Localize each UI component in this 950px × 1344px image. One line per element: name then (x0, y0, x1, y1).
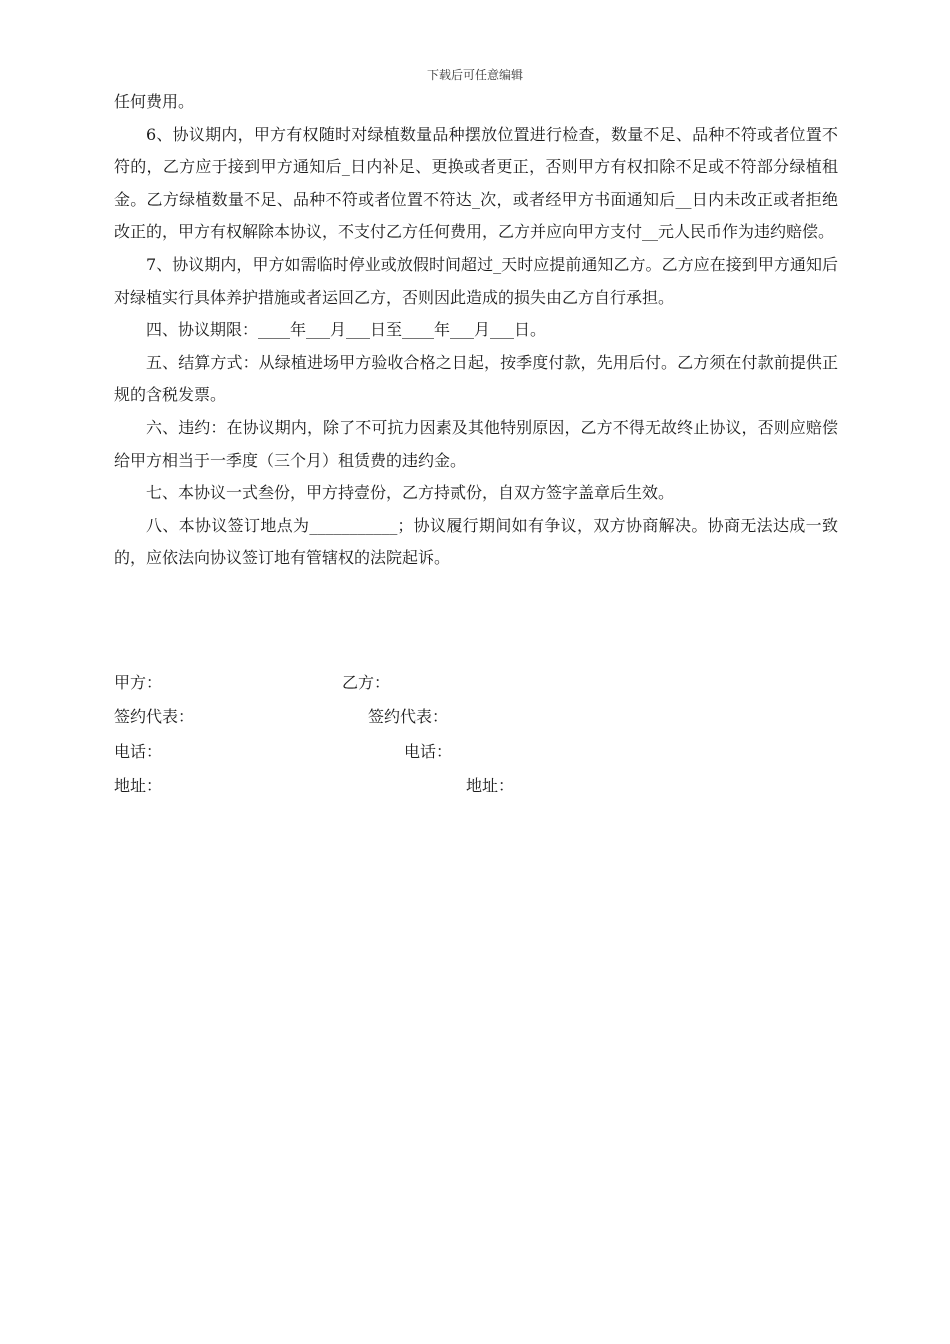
contract-body (114, 86, 838, 575)
party-a-phone-label: 电话： (114, 742, 163, 761)
party-a-representative-label: 签约代表： (114, 707, 195, 726)
party-a-address-label: 地址： (114, 776, 163, 795)
party-b-representative-label: 签约代表： (368, 707, 449, 726)
section-breach: 六、违约：在协议期内，除了不可抗力因素及其他特别原因，乙方不得无故终止协议，否则应赔偿给甲方相当于一季度（三个月）租赁费的违约金。 (114, 417, 838, 470)
section-copies: 七、本协议一式叁份，甲方持壹份，乙方持贰份，自双方签字盖章后生效。 (146, 483, 675, 503)
section-settlement: 五、结算方式：从绿植进场甲方验收合格之日起，按季度付款，先用后付。乙方须在付款前提供正规的含税发票。 (114, 352, 838, 405)
party-b-address-label: 地址： (466, 776, 515, 795)
clause-6: 6、协议期内，甲方有权随时对绿植数量品种摆放位置进行检查，数量不足、品种不符或者位置不符的，乙方应于接到甲方通知后_日内补足、更换或者更正，否则甲方有权扣除不足或不符部分绿植租金。乙方绿植数量不足、品种不符或者位置不符达_次，或者经甲方书面通知后__日内未改正或者拒绝改正的，甲方有权解除本协议，不支付乙方任何费用，乙方并应向甲方支付__元人民币作为违约赔偿。 (114, 124, 838, 242)
party-b-phone-label: 电话： (404, 742, 453, 761)
party-b-label: 乙方： (342, 673, 391, 692)
section-term: 四、协议期限：____年___月___日至____年___月___日。 (146, 320, 547, 340)
paragraph-continuation: 任何费用。 (114, 92, 195, 111)
party-a-label: 甲方： (114, 673, 163, 692)
section-dispute: 八、本协议签订地点为___________；协议履行期间如有争议，双方协商解决。协商无法达成一致的，应依法向协议签订地有管辖权的法院起诉。 (114, 515, 838, 568)
clause-7: 7、协议期内，甲方如需临时停业或放假时间超过_天时应提前通知乙方。乙方应在接到甲方通知后对绿植实行具体养护措施或者运回乙方，否则因此造成的损失由乙方自行承担。 (114, 254, 838, 307)
page-header-note: 下载后可任意编辑 (426, 68, 523, 82)
